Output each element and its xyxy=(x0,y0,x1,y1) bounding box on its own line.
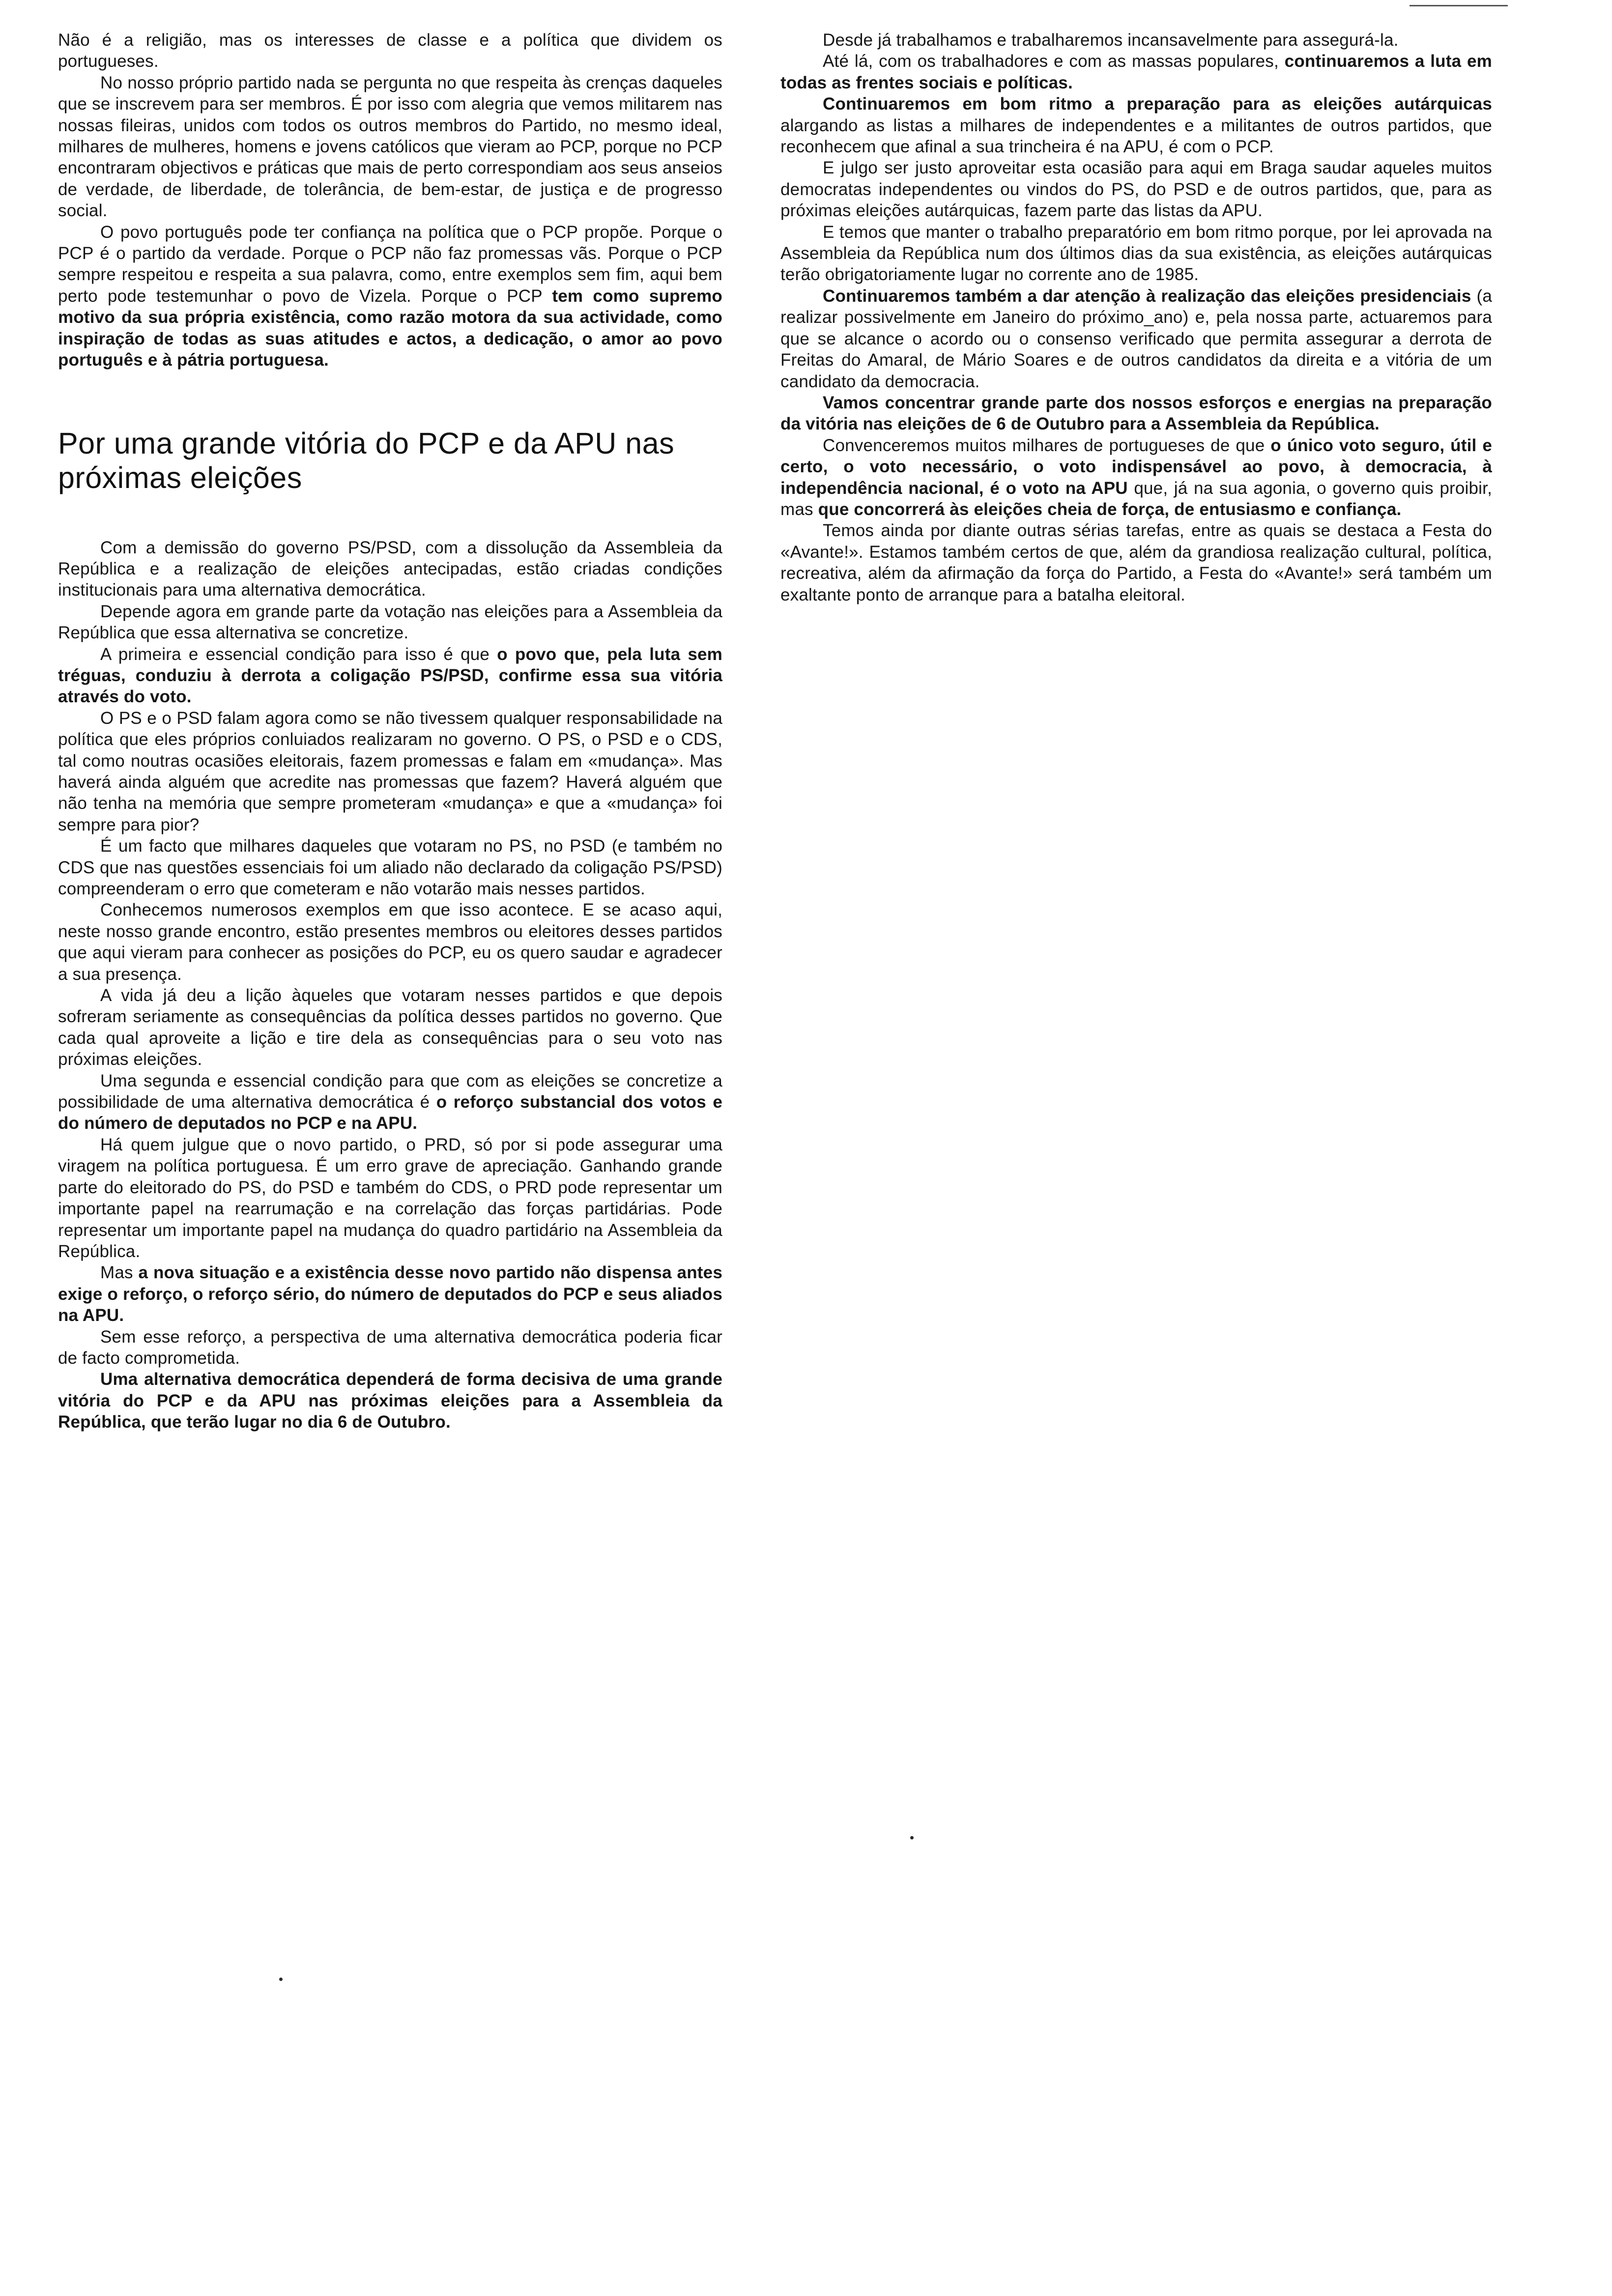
paragraph xyxy=(58,222,722,371)
paragraph xyxy=(58,29,722,72)
left-body-text xyxy=(58,537,722,1433)
bold-text-run: o reforço substancial dos votos e do número de deputados no PCP e na APU. xyxy=(58,1092,722,1133)
paragraph xyxy=(58,1326,722,1369)
right-body-text xyxy=(780,29,1492,605)
text-run: Desde já trabalhamos e trabalharemos incansavelmente para assegurá-la. xyxy=(823,30,1399,50)
bold-text-run: tem como supremo motivo da sua própria existência, como razão motora da sua actividade, como inspiração de todas as suas atitudes e actos, a dedicação, o amor ao povo português e à pátria portuguesa. xyxy=(58,286,722,370)
text-run: Com a demissão do governo PS/PSD, com a dissolução da Assembleia da República e a realização de eleições antecipadas, estão criadas condições institucionais para uma alternativa democrática. xyxy=(58,538,722,600)
paragraph xyxy=(58,1070,722,1134)
text-run: Uma segunda e essencial condição para que com as eleições se concretize a possibilidade de uma alternativa democrática é xyxy=(58,1071,722,1112)
text-run: Até lá, com os trabalhadores e com as massas populares, xyxy=(823,52,1285,71)
paragraph xyxy=(58,644,722,708)
bold-text-run: o povo que, pela luta sem tréguas, conduziu à derrota a coligação PS/PSD, confirme essa sua vitória através do voto. xyxy=(58,644,722,707)
paragraph xyxy=(58,835,722,899)
text-run: O PS e o PSD falam agora como se não tivessem qualquer responsabilidade na política que eles próprios conluiados realizaram no governo. O PS, o PSD e o CDS, tal como noutras ocasiões eleitorais, fazem promessas e falam em «mudança». Mas haverá ainda alguém que acredite nas promessas que fazem? Haverá alguém que não tenha na memória que sempre prometeram «mudança» e que a «mudança» foi sempre para pior? xyxy=(58,708,722,834)
text-run: É um facto que milhares daqueles que votaram no PS, no PSD (e também no CDS que nas questões essenciais foi um aliado não declarado da coligação PS/PSD) compreenderam o erro que cometeram e não votarão mais nesses partidos. xyxy=(58,836,722,898)
paragraph xyxy=(58,1262,722,1326)
text-run: Não é a religião, mas os interesses de classe e a política que dividem os portugueses. xyxy=(58,30,722,71)
paragraph xyxy=(58,708,722,835)
bold-text-run: Continuaremos também a dar atenção à realização das eleições presidenciais xyxy=(823,286,1471,306)
paragraph xyxy=(780,286,1492,392)
right-column xyxy=(780,29,1492,605)
stray-mark xyxy=(279,1978,283,1981)
paragraph xyxy=(58,899,722,985)
left-column xyxy=(58,29,722,1433)
text-run: E julgo ser justo aproveitar esta ocasião para aqui em Braga saudar aqueles muitos democratas independentes ou vindos do PS, do PSD e de outros partidos, que, para as próximas eleições autárquicas, fazem parte das listas da APU. xyxy=(780,158,1492,221)
paragraph xyxy=(58,72,722,222)
bold-text-run: que concorrerá às eleições cheia de força, de entusiasmo e confiança. xyxy=(818,499,1402,519)
text-run: A vida já deu a lição àqueles que votaram nesses partidos e que depois sofreram seriamente as consequências da política desses partidos no governo. Que cada qual aproveite a lição e tire dela as consequências para o seu voto nas próximas eleições. xyxy=(58,986,722,1069)
paragraph xyxy=(58,601,722,644)
bold-text-run: Uma alternativa democrática dependerá de forma decisiva de uma grande vitória do PCP e da APU nas próximas eleições para a Assembleia da República, que terão lugar no dia 6 de Outubro. xyxy=(58,1370,722,1432)
left-intro-text xyxy=(58,29,722,371)
text-run: alargando as listas a milhares de independentes e a militantes de outros partidos, que reconhecem que afinal a sua trincheira é na APU, é com o PCP. xyxy=(780,115,1492,157)
text-run: Sem esse reforço, a perspectiva de uma alternativa democrática poderia ficar de facto comprometida. xyxy=(58,1327,722,1368)
text-run: O povo português pode ter confiança na política que o PCP propõe. Porque o PCP é o partido da verdade. Porque o PCP não faz promessas vãs. Porque o PCP sempre respeitou e respeita a sua palavra, como, entre exemplos sem fim, aqui bem perto pode testemunhar o povo de Vizela. Porque o PCP xyxy=(58,222,722,306)
paragraph xyxy=(58,537,722,601)
bold-text-run: o único voto seguro, útil e certo, o voto necessário, o voto indispensável ao povo, à democracia, à independência nacional, é o voto na APU xyxy=(780,435,1492,498)
text-run: Depende agora em grande parte da votação nas eleições para a Assembleia da República que essa alternativa se concretize. xyxy=(58,602,722,643)
top-right-rule xyxy=(1410,5,1508,6)
text-run: Mas xyxy=(100,1263,139,1283)
paragraph xyxy=(780,435,1492,520)
bold-text-run: a nova situação e a existência desse novo partido não dispensa antes exige o reforço, o reforço sério, do número de deputados do PCP e seus aliados na APU. xyxy=(58,1263,722,1325)
text-run: que, já na sua agonia, o governo quis proibir, mas xyxy=(780,478,1493,519)
text-run: A primeira e essencial condição para isso é que xyxy=(100,644,497,664)
paragraph xyxy=(780,520,1492,605)
text-run: Temos ainda por diante outras sérias tarefas, entre as quais se destaca a Festa do «Avante!». Estamos também certos de que, além da grandiosa realização cultural, política, recreativa, além da afirmação da força do Partido, a Festa do «Avante!» será também um exaltante ponto de arranque para a batalha eleitoral. xyxy=(780,521,1492,604)
text-run: E temos que manter o trabalho preparatório em bom ritmo porque, por lei aprovada na Assembleia da República num dos últimos dias da sua existência, as eleições autárquicas terão obrigatoriamente lugar no corrente ano de 1985. xyxy=(780,222,1492,285)
paragraph xyxy=(780,157,1492,221)
paragraph xyxy=(780,29,1492,51)
paragraph xyxy=(58,1369,722,1433)
section-heading: Por uma grande vitória do PCP e da APU nas próximas eleições xyxy=(58,426,675,494)
bold-text-run: Continuaremos em bom ritmo a preparação para as eleições autárquicas xyxy=(823,94,1492,114)
text-run: (a realizar possivelmente em Janeiro do próximo_ano) e, pela nossa parte, actuaremos para que se alcance o acordo ou o consenso verificado que permita assegurar a derrota de Freitas do Amaral, de Mário Soares e de outros candidatos da direita e a vitória de um candidato da democracia. xyxy=(780,286,1492,391)
paragraph xyxy=(58,1134,722,1262)
paragraph xyxy=(780,222,1492,286)
paragraph xyxy=(780,93,1492,157)
stray-mark xyxy=(910,1836,914,1839)
bold-text-run: continuaremos a luta em todas as frentes sociais e políticas. xyxy=(780,52,1492,92)
bold-text-run: Vamos concentrar grande parte dos nossos esforços e energias na preparação da vitória nas eleições de 6 de Outubro para a Assembleia da República. xyxy=(780,393,1492,434)
paragraph xyxy=(780,51,1492,93)
paragraph xyxy=(780,392,1492,435)
paragraph xyxy=(58,985,722,1070)
text-run: Conhecemos numerosos exemplos em que isso acontece. E se acaso aqui, neste nosso grande encontro, estão presentes membros ou eleitores desses partidos que aqui vieram para conhecer as posições do PCP, eu os quero saudar e agradecer a sua presença. xyxy=(58,900,722,984)
text-run: No nosso próprio partido nada se pergunta no que respeita às crenças daqueles que se inscrevem para ser membros. É por isso com alegria que vemos militarem nas nossas fileiras, unidos com todos os outros membros do Partido, no mesmo ideal, milhares de mulheres, homens e jovens católicos que vieram ao PCP, porque no PCP encontraram objectivos e práticas que mais de perto correspondiam aos seus anseios de verdade, de liberdade, de tolerância, de bem-estar, de justiça e de progresso social. xyxy=(58,73,722,221)
text-run: Convenceremos muitos milhares de portugueses de que xyxy=(823,435,1271,455)
text-run: Há quem julgue que o novo partido, o PRD, só por si pode assegurar uma viragem na política portuguesa. É um erro grave de apreciação. Ganhando grande parte do eleitorado do PS, do PSD e também do CDS, o PRD pode representar um importante papel na rearrumação e na correlação das forças partidárias. Pode representar um importante papel na mudança do quadro partidário na Assembleia da República. xyxy=(58,1135,722,1261)
